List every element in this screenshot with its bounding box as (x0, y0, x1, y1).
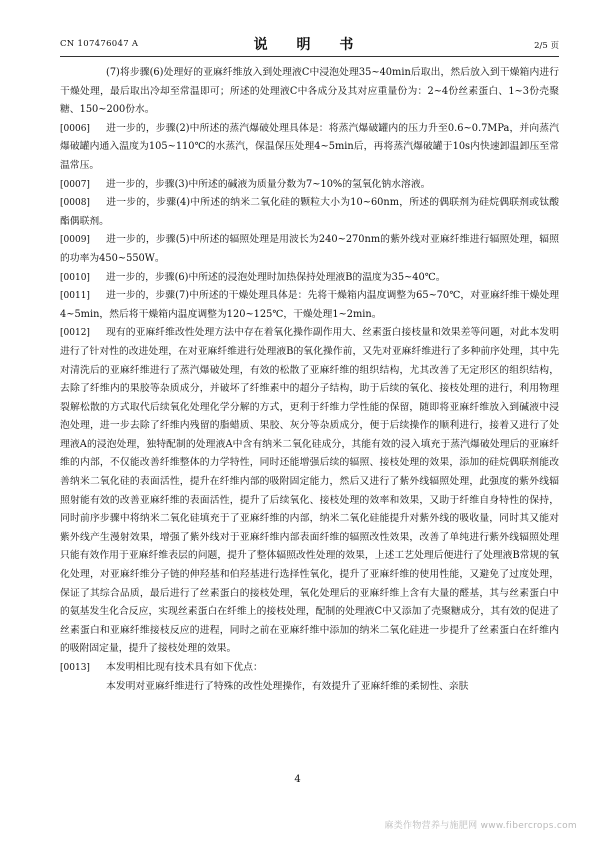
paragraph-0008 (60, 194, 559, 231)
page-header (60, 34, 559, 54)
paragraph-text: 进一步的，步骤(2)中所述的蒸汽爆破处理具体是：将蒸汽爆破罐内的压力升至0.6~0.7MPa，并向蒸汽爆破罐内通入温度为105~110℃的水蒸汽，保温保压处理4~5min后，再将蒸汽爆破罐于10s内快速卸温卸压至常温常压。 (60, 122, 559, 171)
header-rule (60, 56, 559, 57)
document-body (60, 64, 559, 696)
paragraph-0012 (60, 324, 559, 659)
paragraph-0009 (60, 231, 559, 268)
paragraph-tag: [0006] (60, 123, 90, 134)
paragraph-text: 现有的亚麻纤维改性处理方法中存在着氧化操作副作用大、丝素蛋白接枝量和效果差等问题，对此本发明进行了针对性的改进处理，在对亚麻纤维进行处理液B的氧化操作前，又先对亚麻纤维进行了多种前序处理，其中先对清洗后的亚麻纤维进行了蒸汽爆破处理，有效的松散了亚麻纤维的组织结构，尤其改善了无定形区的组织结构，去除了纤维内的果胶等杂质成分，并破坏了纤维素中的超分子结构，助于后续的氧化、接枝处理的进行，利用物理裂解松散的方式取代后续氧化处理化学分解的方式，更利于纤维力学性能的保留，随即将亚麻纤维放入到碱液中浸泡处理，进一步去除了纤维内残留的脂蜡质、果胶、灰分等杂质成分，便于后续操作的顺利进行，接着又进行了处理液A的浸泡处理，独特配制的处理液A中含有纳米二氧化硅成分，其能有效的浸入填充于蒸汽爆破处理后的亚麻纤维的内部，不仅能改善纤维整体的力学特性，同时还能增强后续的辐照、接枝处理的效果，添加的硅烷偶联剂能改善纳米二氧化硅的表面活性，提升在纤维内部的吸附固定能力，然后又进行了紫外线辐照处理，此强度的紫外线辐照射能有效的改善亚麻纤维的表面活性，提升了后续氧化、接枝处理的效率和效果，又助于纤维自身特性的保持，同时前序步骤中将纳米二氧化硅填充于了亚麻纤维的内部，纳米二氧化硅能提升对紫外线的吸收量，同时其又能对紫外线产生漫射效果，增强了紫外线对于亚麻纤维内部表面纤维的辐照改性效果，改善了单纯进行紫外线辐照处理只能有效作用于亚麻纤维表层的问题，提升了整体辐照改性处理的效果，上述工艺处理后便进行了处理液B常规的氧化处理，对亚麻纤维分子链的伸羟基和伯羟基进行选择性氧化，提升了亚麻纤维的使用性能，又避免了过度处理，保证了其综合品质，最后进行了丝素蛋白的接枝处理，氧化处理后的亚麻纤维上含有大量的醛基，其与丝素蛋白中的氨基发生化合反应，实现丝素蛋白在纤维上的接枝处理，配制的处理液C中又添加了壳聚糖成分，其有效的促进了丝素蛋白和亚麻纤维接枝反应的进程，同时之前在亚麻纤维中添加的纳米二氧化硅进一步提升了丝素蛋白在纤维内的吸附固定量，提升了接枝处理的效果。 (60, 327, 559, 655)
paragraph-tag: [0012] (60, 328, 90, 339)
paragraph-tag: [0013] (60, 663, 90, 673)
page-number: 4 (294, 774, 301, 785)
site-watermark: 麻类作物营养与施肥网 www.fibercrops.com (384, 821, 577, 831)
paragraph-text: 进一步的，步骤(4)中所述的纳米二氧化硅的颗粒大小为10~60nm，所述的偶联剂为硅烷偶联剂或钛酸酯偶联剂。 (60, 197, 559, 227)
document-title: 说 明 书 (253, 37, 366, 53)
paragraph-tag: [0008] (60, 198, 90, 209)
paragraph-tag: [0009] (60, 235, 90, 246)
page-info: 2/5 页 (534, 41, 559, 51)
publication-number: CN 107476047 A (60, 39, 139, 49)
paragraph-0013 (60, 659, 559, 678)
paragraph-tag: [0011] (60, 291, 90, 302)
paragraph-text: 本发明相比现有技术具有如下优点： (106, 662, 263, 673)
paragraph-0011 (60, 287, 559, 324)
paragraph-0007 (60, 176, 559, 195)
paragraph-step-7 (60, 64, 559, 120)
paragraph-text: 本发明对亚麻纤维进行了特殊的改性处理操作，有效提升了亚麻纤维的柔韧性、亲肤 (106, 680, 469, 692)
paragraph-text: 进一步的，步骤(5)中所述的辐照处理是用波长为240~270nm的紫外线对亚麻纤维进行辐照处理，辐照的功率为450~550W。 (60, 234, 559, 264)
paragraph-text: 进一步的，步骤(7)中所述的干燥处理具体是：先将干燥箱内温度调整为65~70℃，对亚麻纤维干燥处理4~5min，然后将干燥箱内温度调整为120~125℃，干燥处理1~2min。 (60, 290, 559, 320)
paragraph-text: (7)将步骤(6)处理好的亚麻纤维放入到处理液C中浸泡处理35~40min后取出，然后放入到干燥箱内进行干燥处理，最后取出冷却至常温即可；所述的处理液C中各成分及其对应重量份为：2~4份丝素蛋白、1~3份壳聚糖、150~200份水。 (60, 67, 559, 116)
paragraph-tag: [0007] (60, 179, 90, 190)
paragraph-advantages (60, 678, 559, 697)
paragraph-0010 (60, 269, 559, 288)
paragraph-0006 (60, 120, 559, 176)
paragraph-text: 进一步的，步骤(6)中所述的浸泡处理时加热保持处理液B的温度为35~40℃。 (106, 271, 446, 283)
paragraph-text: 进一步的，步骤(3)中所述的碱液为质量分数为7~10%的氢氧化钠水溶液。 (106, 178, 431, 190)
paragraph-tag: [0010] (60, 272, 90, 283)
